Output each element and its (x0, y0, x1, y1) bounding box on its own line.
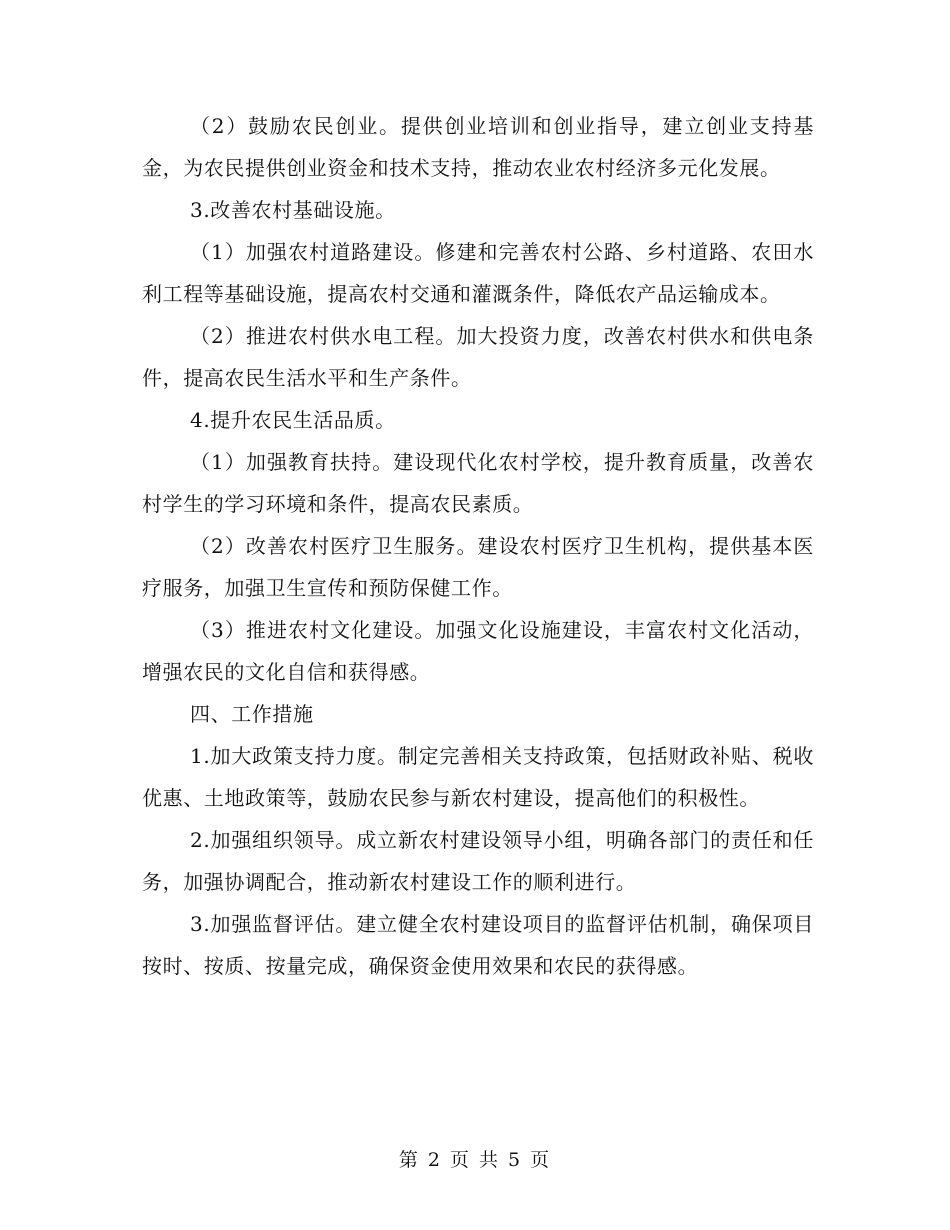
paragraph-entrepreneurship: （2）鼓励农民创业。提供创业培训和创业指导，建立创业支持基金，为农民提供创业资金和技术支持，推动农业农村经济多元化发展。 (142, 114, 814, 180)
paragraph-culture: （3）推进农村文化建设。加强文化设施建设，丰富农村文化活动，增强农民的文化自信和获得感。 (142, 618, 814, 684)
document-body (142, 105, 814, 987)
heading-quality-of-life: 4.提升农民生活品质。 (190, 408, 396, 432)
paragraph-leadership: 2.加强组织领导。成立新农村建设领导小组，明确各部门的责任和任务，加强协调配合，推动新农村建设工作的顺利进行。 (142, 828, 814, 894)
heading-infrastructure: 3.改善农村基础设施。 (190, 198, 396, 222)
section-heading-measures: 四、工作措施 (190, 702, 314, 726)
paragraph-policy-support: 1.加大政策支持力度。制定完善相关支持政策，包括财政补贴、税收优惠、土地政策等，鼓励农民参与新农村建设，提高他们的积极性。 (142, 744, 814, 810)
paragraph-supervision: 3.加强监督评估。建立健全农村建设项目的监督评估机制，确保项目按时、按质、按量完成，确保资金使用效果和农民的获得感。 (142, 912, 814, 978)
paragraph-road-construction: （1）加强农村道路建设。修建和完善农村公路、乡村道路、农田水利工程等基础设施，提高农村交通和灌溉条件，降低农产品运输成本。 (142, 240, 814, 306)
paragraph-education: （1）加强教育扶持。建设现代化农村学校，提升教育质量，改善农村学生的学习环境和条件，提高农民素质。 (142, 450, 814, 516)
page-footer: 第 2 页 共 5 页 (398, 1149, 552, 1171)
paragraph-water-power: （2）推进农村供水电工程。加大投资力度，改善农村供水和供电条件，提高农民生活水平和生产条件。 (142, 324, 814, 390)
paragraph-healthcare: （2）改善农村医疗卫生服务。建设农村医疗卫生机构，提供基本医疗服务，加强卫生宣传和预防保健工作。 (142, 534, 814, 600)
